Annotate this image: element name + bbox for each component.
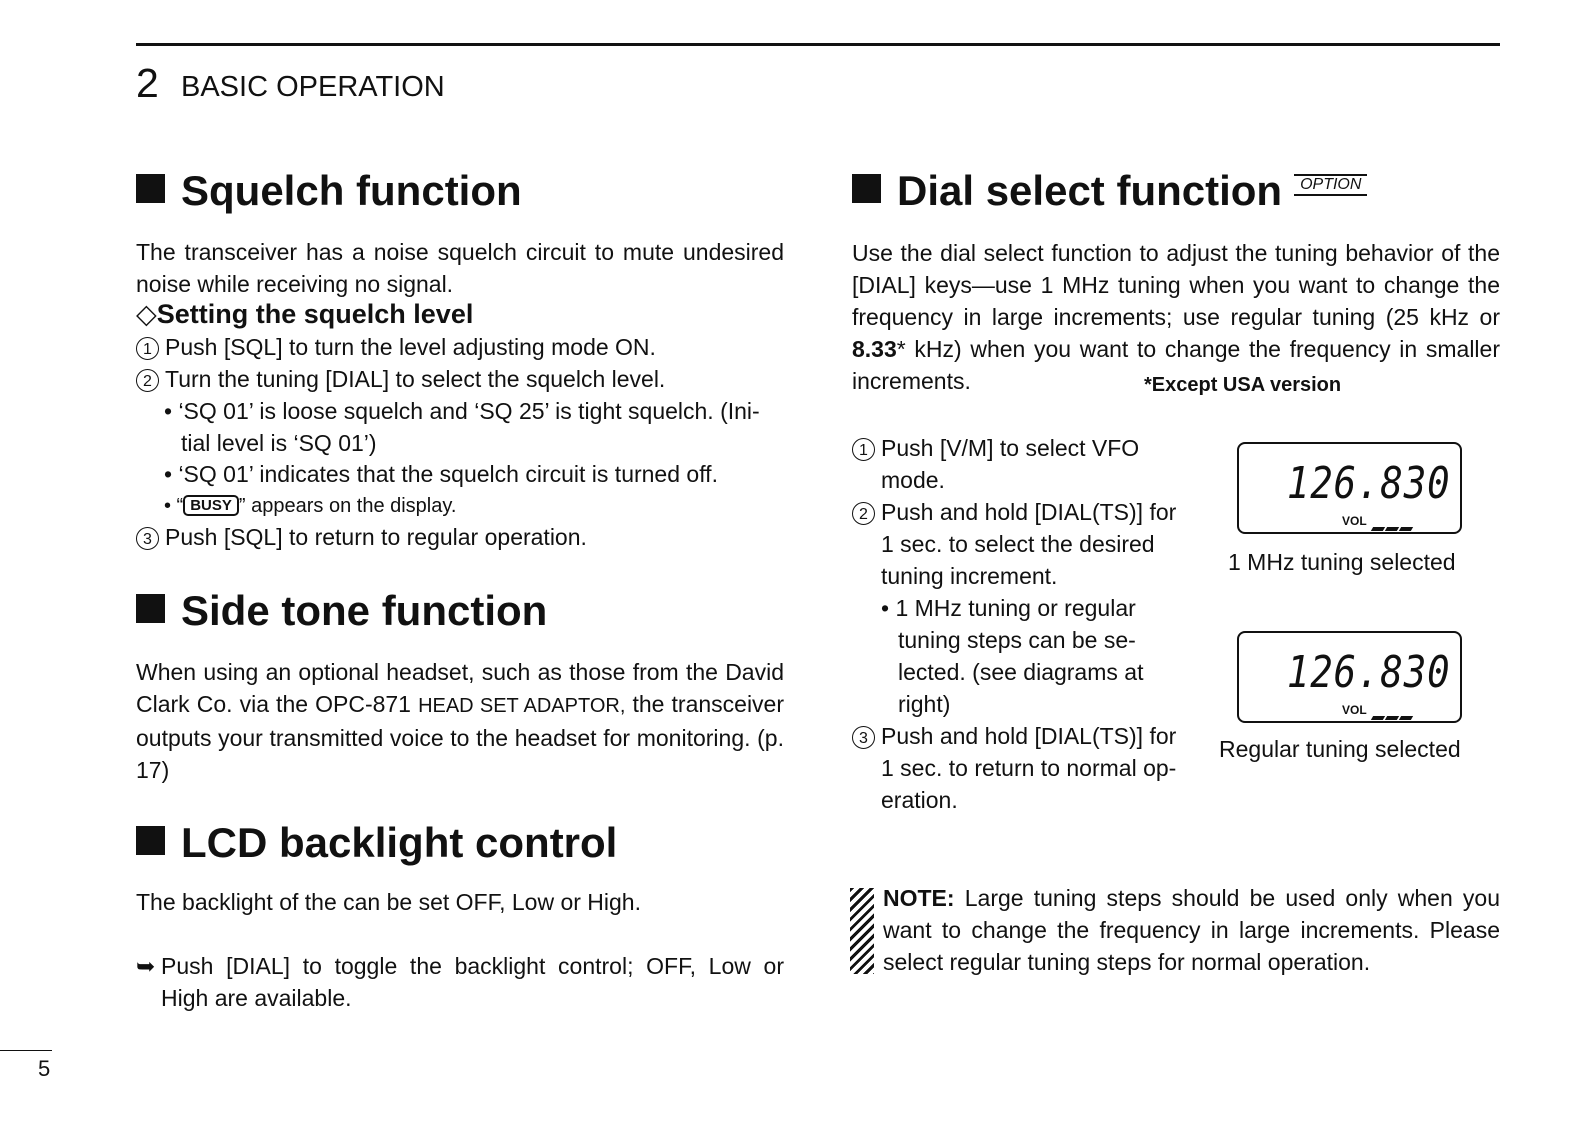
dial-bullet-line4: right) — [898, 691, 951, 717]
backlight-step-line2: High are available. — [161, 985, 352, 1011]
squelch-bullet-3: • “ BUSY ” appears on the display. — [164, 495, 457, 517]
dial-step-3: 3 Push and hold [DIAL(TS)] for — [852, 720, 1176, 752]
sidetone-text: When using an optional headset, such as those from the David Clark Co. via the OPC-871 HEAD SET ADAPTOR, the transceiver outputs your transmitted voice to the headset for monitoring. (p. 17) — [136, 659, 785, 783]
dial-step-2-cont2: tuning increment. — [881, 563, 1058, 589]
squelch-bullet-2: • ‘SQ 01’ indicates that the squelch circuit is turned off. — [164, 461, 718, 487]
squelch-heading: Squelch function — [136, 166, 522, 216]
header-rule — [136, 43, 1500, 46]
page-number: 5 — [38, 1056, 51, 1081]
dial-bullet-line3: lected. (see diagrams at — [898, 659, 1144, 685]
section-square-icon — [136, 826, 165, 855]
backlight-heading: LCD backlight control — [136, 818, 617, 868]
dial-step-1-cont: mode. — [881, 467, 945, 493]
lcd-vol-label: VOL — [1342, 703, 1367, 717]
lcd-display-regular — [1237, 631, 1462, 723]
backlight-text: The backlight of the can be set OFF, Low or High. — [136, 889, 641, 915]
squelch-step-2: 2 Turn the tuning [DIAL] to select the squelch level. — [136, 363, 665, 395]
section-square-icon — [136, 594, 165, 623]
squelch-step-3: 3 Push [SQL] to return to regular operation. — [136, 521, 587, 553]
footer-rule — [0, 1050, 52, 1051]
dial-bullet-line1: • 1 MHz tuning or regular — [881, 595, 1136, 621]
diamond-icon: ◇ — [136, 299, 157, 329]
option-badge: OPTION — [1294, 174, 1367, 196]
except-note: *Except USA version — [1144, 374, 1342, 396]
dial-bullet-line2: tuning steps can be se- — [898, 627, 1136, 653]
squelch-bullet-1-line2: tial level is ‘SQ 01’) — [181, 430, 377, 456]
squelch-subheading: ◇Setting the squelch level — [136, 299, 474, 329]
lcd-vol-label: VOL — [1342, 514, 1367, 528]
section-square-icon — [852, 174, 881, 203]
busy-indicator: BUSY — [183, 495, 239, 516]
section-square-icon — [136, 174, 165, 203]
chapter-title: BASIC OPERATION — [181, 71, 445, 103]
squelch-bullet-1-line1: • ‘SQ 01’ is loose squelch and ‘SQ 25’ is tight squelch. (Ini- — [164, 398, 760, 424]
backlight-step-line1: Push [DIAL] to toggle the backlight control; OFF, Low or — [161, 953, 784, 979]
dial-step-3-cont1: 1 sec. to return to normal op- — [881, 755, 1177, 781]
volume-bars-icon — [1372, 707, 1414, 725]
arrow-icon: ➥ — [136, 953, 156, 979]
dial-step-1: 1 Push [V/M] to select VFO — [852, 432, 1139, 464]
chapter-number: 2 — [136, 60, 159, 106]
note-hatch-icon — [850, 888, 874, 974]
lcd-caption-regular: Regular tuning selected — [1219, 736, 1461, 762]
volume-bars-icon — [1372, 518, 1414, 536]
dial-step-2: 2 Push and hold [DIAL(TS)] for — [852, 496, 1176, 528]
lcd-display-1mhz — [1237, 442, 1462, 534]
squelch-intro: The transceiver has a noise squelch circuit to mute undesired noise while receiving no signal. — [136, 239, 784, 297]
dial-heading: Dial select function OPTION — [852, 166, 1367, 216]
dial-intro: Use the dial select function to adjust the tuning behavior of the [DIAL] keys—use 1 MHz tuning when you want to change the frequency in large increments; use regular tuning (25 kHz or 8.33* kHz) when you want to change the frequency in smaller increments. — [852, 240, 1500, 394]
lcd-caption-1mhz: 1 MHz tuning selected — [1228, 549, 1456, 575]
dial-step-2-cont1: 1 sec. to select the desired — [881, 531, 1155, 557]
dial-step-3-cont2: eration. — [881, 787, 958, 813]
dial-note: NOTE: Large tuning steps should be used only when you want to change the frequency in large increments. Please select regular tuning steps for normal operation. — [883, 885, 1500, 975]
lcd-frequency: 126.830 — [1286, 647, 1450, 698]
lcd-frequency: 126.830 — [1286, 458, 1450, 509]
squelch-step-1: 1 Push [SQL] to turn the level adjusting mode ON. — [136, 331, 656, 363]
sidetone-heading: Side tone function — [136, 586, 547, 636]
